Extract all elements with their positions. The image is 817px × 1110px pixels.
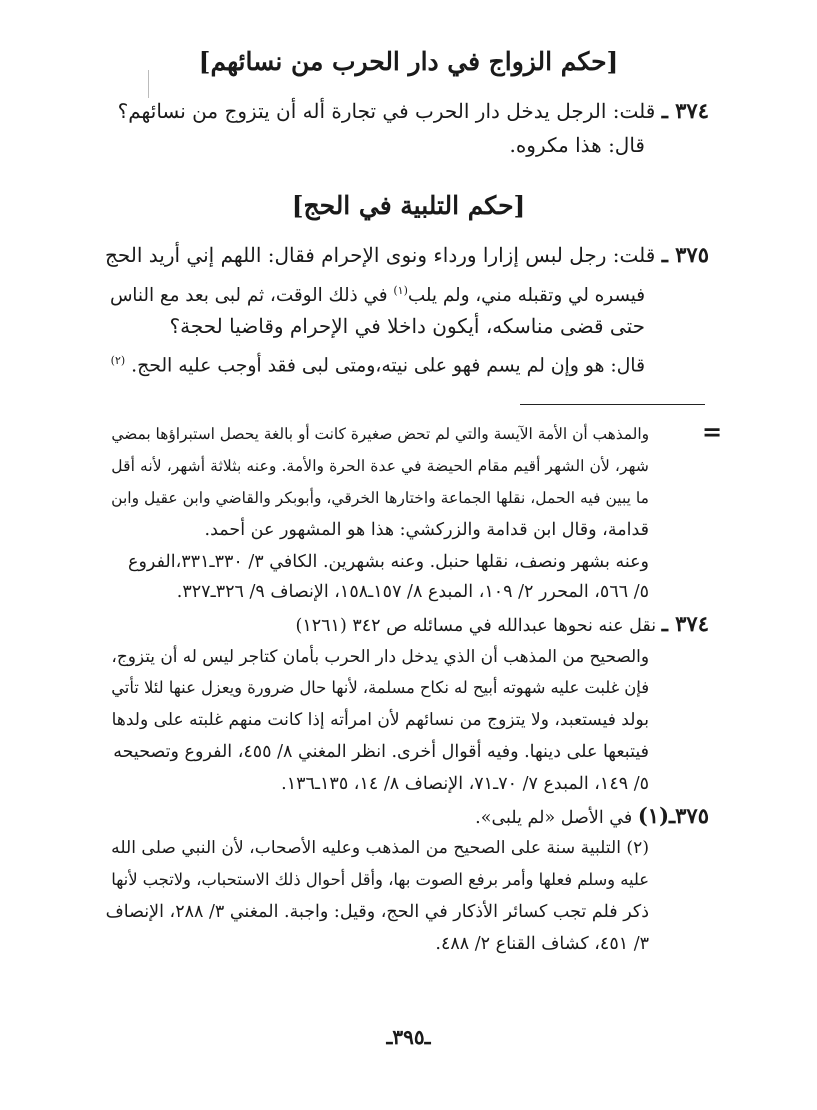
footnote-374-line: والصحيح من المذهب أن الذي يدخل دار الحرب بأمان كتاجر ليس له أن يتزوج، [111, 646, 649, 666]
footnote-375-line: (٢) التلبية سنة على الصحيح من المذهب وعليه الأصحاب، لأن النبي صلى الله [111, 838, 649, 858]
question-text: في ذلك الوقت، ثم لبى بعد مع الناس [109, 285, 394, 307]
question-text: قلت: الرجل يدخل دار الحرب في تجارة أله أن يتزوج من نسائهم؟ [117, 99, 656, 123]
footnote-number: ٣٧٤ ـ [661, 611, 709, 636]
footnote-text: نقل عنه نحوها عبدالله في مسائله ص ٣٤٢ (١٢٦١) [295, 616, 657, 636]
footnote-375-line: عليه وسلم فعلها وأمر برفع الصوت بها، وأقل أحوال ذلك الاستحباب، ولاتجب لأنها [111, 870, 649, 889]
footnote-374-line: فإن غلبت عليه شهوته أبيح له نكاح مسلمة، لأنها حال ضرورة ويعزل عنها لئلا تأتي [111, 678, 649, 697]
footnote-374-line: ٥/ ١٤٩، المبدع ٧/ ٧٠ـ٧١، الإنصاف ٨/ ١٤، ١٣٥ـ١٣٦. [281, 774, 649, 794]
footnote-374-heading [296, 610, 709, 640]
question-number: ٣٧٤ ـ [661, 98, 709, 123]
footnote-marker: (١) [393, 284, 408, 297]
section-heading-marriage: [حكم الزواج في دار الحرب من نسائهم] [198, 47, 619, 76]
question-375-line-3: حتى قضى مناسكه، أيكون داخلا في الإحرام وقاضيا لحجة؟ [169, 314, 645, 338]
footnote-continued-line: شهر، لأن الشهر أقيم مقام الحيضة في عدة الحرة والأمة. وعنه بثلاثة أشهر، لأنه أقل [111, 456, 649, 475]
question-374-line [118, 96, 709, 126]
footnote-continued-line: ما يبين فيه الحمل، نقلها الجماعة واختارها الخرقي، وأبوبكر والقاضي وابن عقيل وابن [111, 489, 649, 507]
page-number: ـ٣٩٥ـ [386, 1025, 431, 1049]
footnote-number: ٣٧٥ـ(١) [637, 803, 709, 828]
footnote-374-line: بولد فيستعبد، ولا يتزوج من نسائهم لأن امرأته إذا كانت منهم غلبته على ولدها [111, 710, 649, 730]
footnote-374-line: فيتبعها على دينها. وفيه أقوال أخرى. انظر المغني ٨/ ٤٥٥، الفروع وتصحيحه [113, 742, 649, 762]
section-heading-talbiya: [حكم التلبية في الحج] [291, 191, 526, 220]
question-375-line-1 [105, 240, 709, 270]
answer-text: قال: هو وإن لم يسم فهو على نيته،ومتى لبى فقد أوجب عليه الحج. [131, 355, 645, 377]
question-text: فيسره لي وتقبله مني، ولم يلب [407, 285, 645, 307]
footnote-marker: (٢) [110, 354, 126, 367]
footnote-text: في الأصل «لم يلبى». [475, 808, 633, 828]
footnote-375-line: ذكر فلم تجب كسائر الأذكار في الحج، وقيل: واجبة. المغني ٣/ ٢٨٨، الإنصاف [105, 902, 649, 922]
footnote-separator [520, 404, 705, 405]
question-text: قلت: رجل لبس إزارا ورداء ونوى الإحرام فقال: اللهم إني أريد الحج [104, 243, 656, 267]
continuation-mark: = [702, 417, 723, 446]
question-375-line-2 [110, 276, 645, 311]
question-number: ٣٧٥ ـ [661, 242, 709, 267]
footnote-375-heading [475, 802, 709, 832]
answer-375 [111, 346, 645, 381]
footnote-continued-line: ٥/ ٥٦٦، المحرر ٢/ ١٠٩، المبدع ٨/ ١٥٧ـ١٥٨، الإنصاف ٩/ ٣٢٦ـ٣٢٧. [176, 582, 649, 602]
answer-374: قال: هذا مكروه. [509, 133, 645, 157]
footnote-continued-line: وعنه بشهر ونصف، نقلها حنبل. وعنه بشهرين. الكافي ٣/ ٣٣٠ـ٣٣١،الفروع [128, 552, 649, 572]
footnote-375-line: ٣/ ٤٥١، كشاف القناع ٢/ ٤٨٨. [435, 934, 649, 954]
footnote-continued-line: قدامة، وقال ابن قدامة والزركشي: هذا هو المشهور عن أحمد. [204, 520, 649, 540]
footnote-continued-line: والمذهب أن الأمة الآيسة والتي لم تحض صغيرة كانت أو بالغة يحصل استبراؤها بمضي [111, 425, 649, 443]
